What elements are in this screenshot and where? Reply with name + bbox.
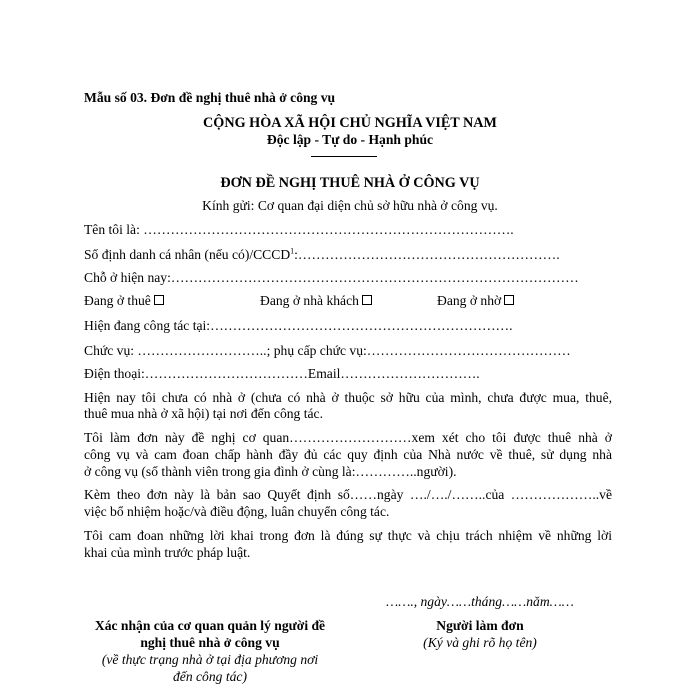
phone-email-field: Điện thoại:………………………………Email………………………….	[84, 366, 480, 381]
paragraph-2-line-1: Tôi làm đơn này đề nghị cơ quan………………………xem xét cho tôi được thuê nhà ở	[84, 430, 612, 445]
paragraph-1-line-1: Hiện nay tôi chưa có nhà ở (chưa có nhà ở thuộc sở hữu của mình, chưa được mua, thuê,	[84, 390, 612, 405]
paragraph-3-line-2: việc bổ nhiệm hoặc/và điều động, luân chuyển công tác.	[84, 504, 390, 519]
guesthouse-checkbox	[362, 295, 372, 305]
paragraph-2-line-3: ở công vụ (số thành viên trong gia đình ở cùng là:…………..người).	[84, 464, 457, 479]
motto: Độc lập - Tự do - Hạnh phúc	[266, 132, 434, 147]
paragraph-4-line-2: khai của mình trước pháp luật.	[84, 545, 251, 560]
borrow-checkbox	[504, 295, 514, 305]
name-field: Tên tôi là: ……………………………………………………………………….	[84, 222, 514, 237]
approver-note-line-2: đến công tác)	[173, 669, 247, 684]
rent-option	[84, 293, 164, 309]
approver-title-line-1: Xác nhận của cơ quan quản lý người đề	[94, 618, 326, 633]
approver-note-line-1: (về thực trạng nhà ở tại địa phương nơi	[101, 652, 319, 667]
national-title: CỘNG HÒA XÃ HỘI CHỦ NGHĨA VIỆT NAM	[203, 115, 497, 131]
paragraph-1-line-2: thuê mua nhà ở xã hội) tại nơi đến công tác.	[84, 406, 323, 421]
residence-field: Chỗ ở hiện nay:………………………………………………………………………………	[84, 270, 579, 285]
id-number-field	[84, 247, 560, 263]
id-number-dots: :………………………………………………….	[294, 247, 560, 262]
guesthouse-label: Đang ở nhà khách	[260, 293, 359, 308]
borrow-option	[437, 293, 514, 309]
paragraph-4-line-1: Tôi cam đoan những lời khai trong đơn là đúng sự thực và chịu trách nhiệm về những lời	[84, 528, 612, 543]
position-field: Chức vụ: ………………………..; phụ cấp chức vụ:………………………………………	[84, 343, 571, 358]
paragraph-3-line-1: Kèm theo đơn này là bản sao Quyết định số……ngày …./…./……..của ………………..về	[84, 487, 612, 502]
form-number: Mẫu số 03. Đơn đề nghị thuê nhà ở công vụ	[84, 90, 336, 105]
id-number-label: Số định danh cá nhân (nếu có)/CCCD	[84, 247, 291, 262]
footnote-marker: 1	[290, 246, 295, 256]
borrow-label: Đang ở nhờ	[437, 293, 502, 308]
title-divider	[311, 156, 377, 157]
applicant-note: (Ký và ghi rõ họ tên)	[423, 635, 537, 650]
applicant-title: Người làm đơn	[436, 618, 524, 633]
guesthouse-option	[260, 293, 372, 309]
rent-label: Đang ở thuê	[84, 293, 151, 308]
rent-checkbox	[154, 295, 164, 305]
recipient-line: Kính gửi: Cơ quan đại diện chủ sở hữu nhà ở công vụ.	[202, 198, 498, 213]
document-title: ĐƠN ĐỀ NGHỊ THUÊ NHÀ Ở CÔNG VỤ	[220, 175, 480, 191]
workplace-field: Hiện đang công tác tại:………………………………………………………….	[84, 318, 513, 333]
approver-title-line-2: nghị thuê nhà ở công vụ	[140, 635, 280, 650]
paragraph-2-line-2: công vụ và cam đoan chấp hành đầy đủ các quy định của Nhà nước về thuê, sử dụng nhà	[84, 447, 612, 462]
date-line: ……., ngày……tháng……năm……	[386, 594, 574, 609]
